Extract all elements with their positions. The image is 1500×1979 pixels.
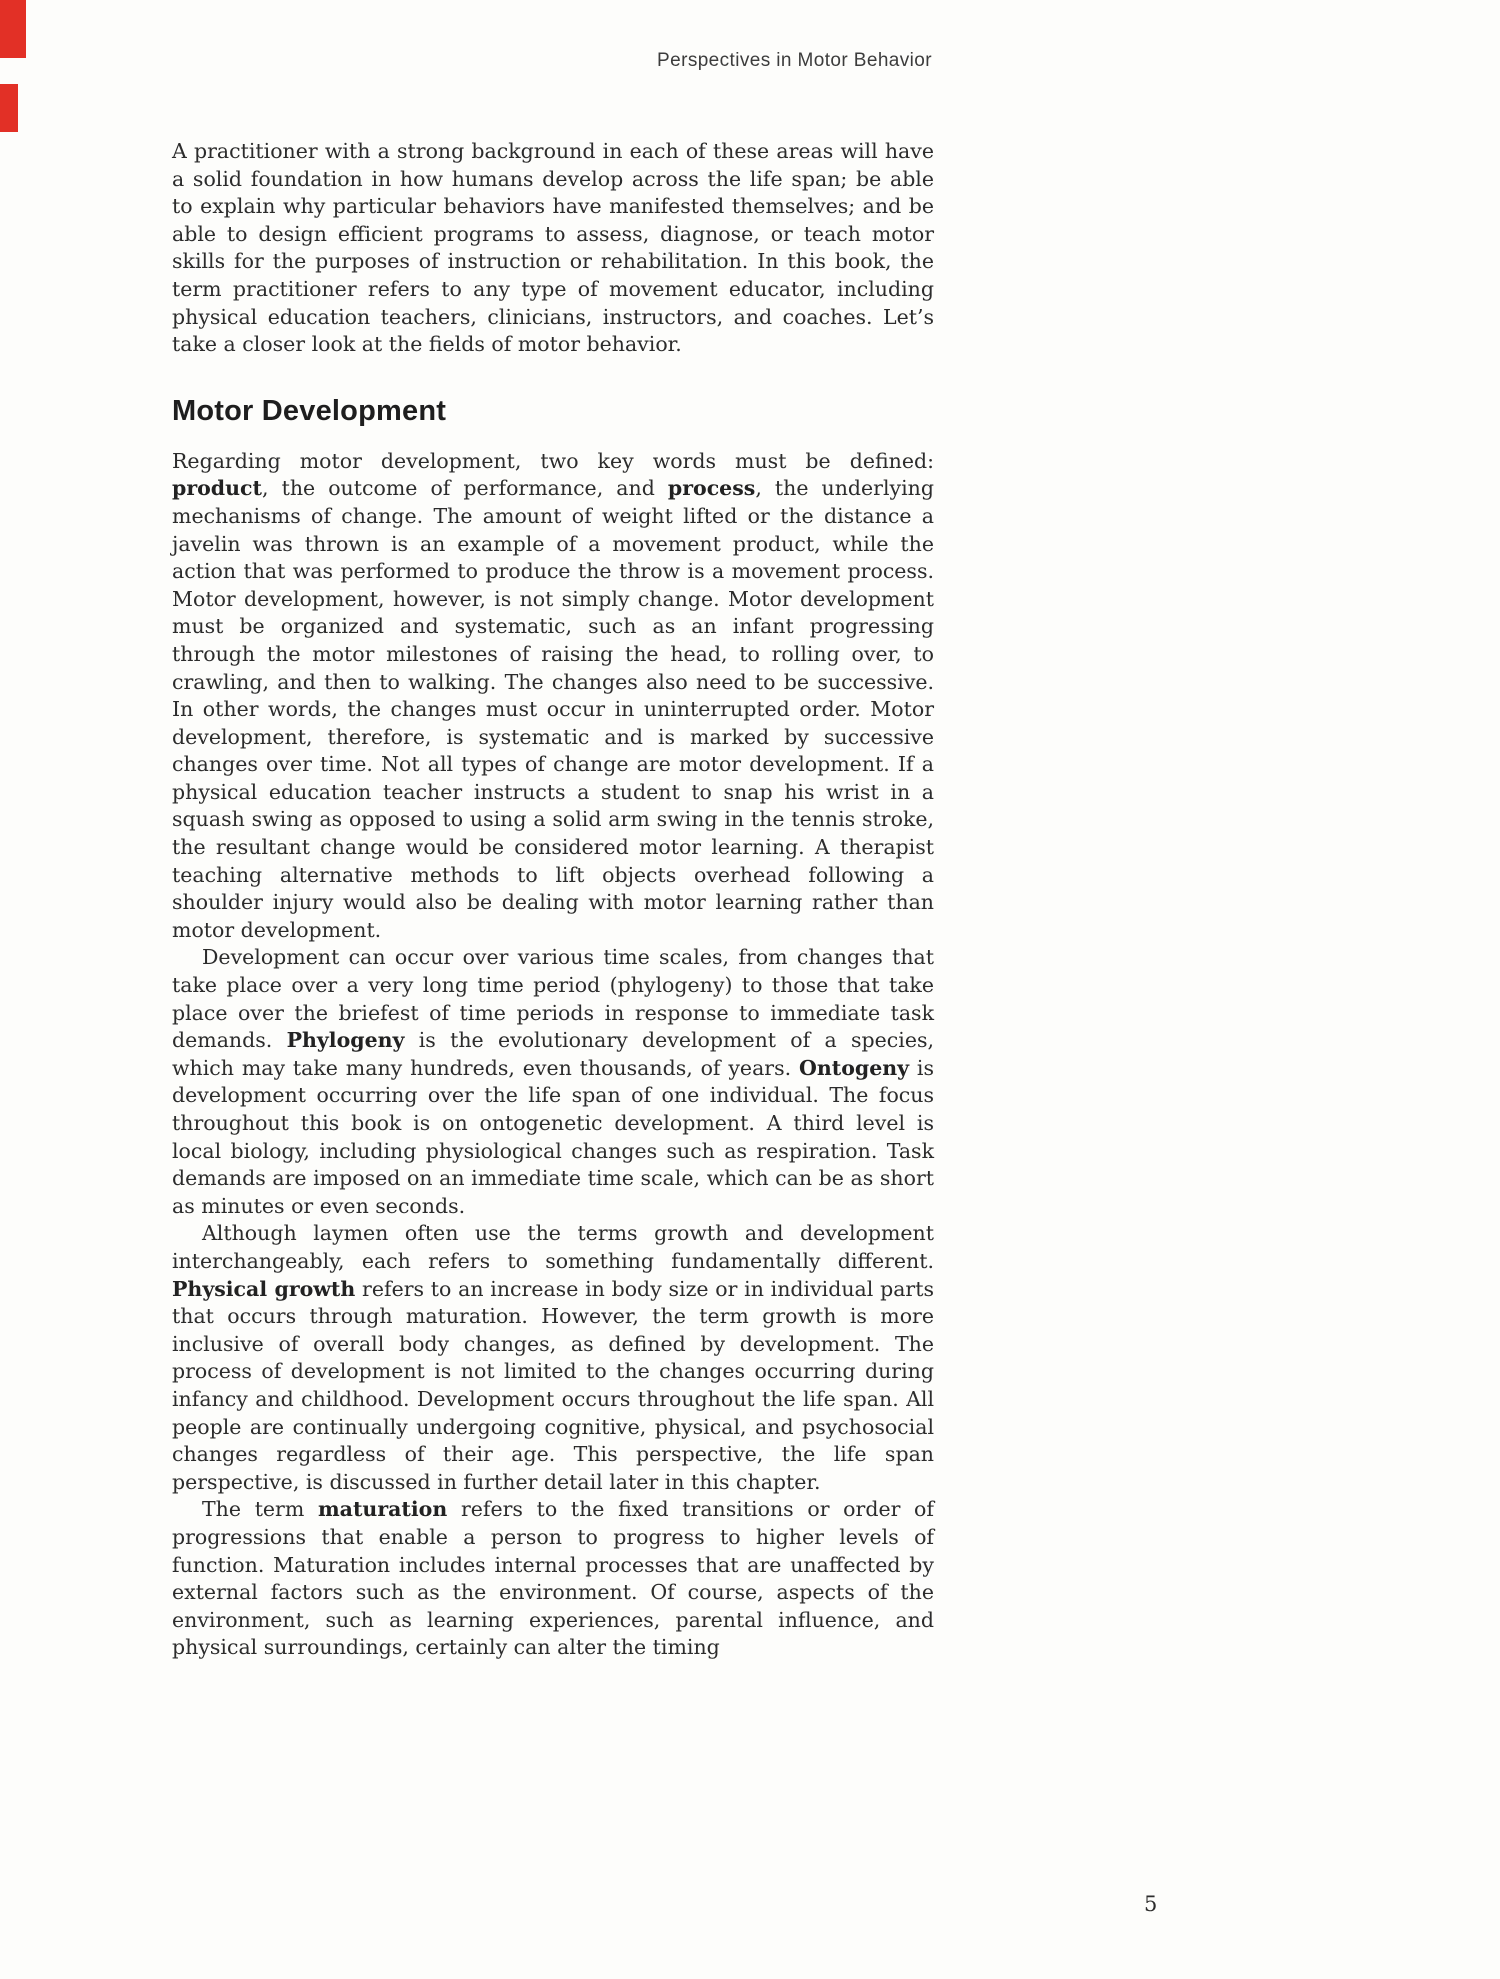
paragraph-intro: A practitioner with a strong background in each of these areas will have a solid foundation in how humans develop across the life span; be able to explain why particular behaviors have manifested themselves; and be able to design efficient programs to assess, diagnose, or teach motor skills for the purposes of instruction or rehabilitation. In this book, the term practitioner refers to any type of movement educator, including physical education teachers, clinicians, instructors, and coaches. Let’s take a closer look at the fields of motor behavior. (172, 139, 934, 357)
paragraph-growth-development: Although laymen often use the terms growth and development interchangeably, each refers to something fundamentally different. Physical growth refers to an increase in body size or in individual parts that occurs through maturation. However, the term growth is more inclusive of overall body changes, as defined by development. The process of development is not limited to the changes occurring during infancy and childhood. Development occurs throughout the life span. All people are continually undergoing cognitive, physical, and psychosocial changes regardless of their age. This perspective, the life span perspective, is discussed in further detail later in this chapter. (172, 1221, 934, 1494)
text-column (172, 138, 934, 1662)
paragraph-maturation: The term maturation refers to the fixed transitions or order of progressions that enable a person to progress to higher levels of function. Maturation includes internal processes that are unaffected by external factors such as the environment. Of course, aspects of the environment, such as learning experiences, parental influence, and physical surroundings, certainly can alter the timing (172, 1497, 934, 1660)
scan-artifact-red-strip-lower (0, 84, 18, 132)
paragraph-product-process: Regarding motor development, two key words must be defined: product, the outcome of performance, and process, the underlying mechanisms of change. The amount of weight lifted or the distance a javelin was thrown is an example of a movement product, while the action that was performed to produce the throw is a movement process. Motor development, however, is not simply change. Motor development must be organized and systematic, such as an infant progressing through the motor milestones of raising the head, to rolling over, to crawling, and then to walking. The changes also need to be successive. In other words, the changes must occur in uninterrupted order. Motor development, therefore, is systematic and is marked by successive changes over time. Not all types of change are motor development. If a physical education teacher instructs a student to snap his wrist in a squash swing as opposed to using a solid arm swing in the tennis stroke, the resultant change would be considered motor learning. A therapist teaching alternative methods to lift objects overhead following a shoulder injury would also be dealing with motor learning rather than motor development. (172, 448, 934, 942)
running-header: Perspectives in Motor Behavior (657, 50, 932, 71)
section-heading-motor-development: Motor Development (172, 394, 447, 427)
page-number: 5 (1144, 1892, 1158, 1916)
paragraph-time-scales: Development can occur over various time scales, from changes that take place over a very long time period (phylogeny) to those that take place over the briefest of time periods in response to immediate task demands. Phylogeny is the evolutionary development of a species, which may take many hundreds, even thousands, of years. Ontogeny is development occurring over the life span of one individual. The focus throughout this book is on ontogenetic development. A third level is local biology, including physiological changes such as respiration. Task demands are imposed on an immediate time scale, which can be as short as minutes or even seconds. (172, 945, 935, 1218)
scan-artifact-red-strip-top (0, 0, 26, 58)
